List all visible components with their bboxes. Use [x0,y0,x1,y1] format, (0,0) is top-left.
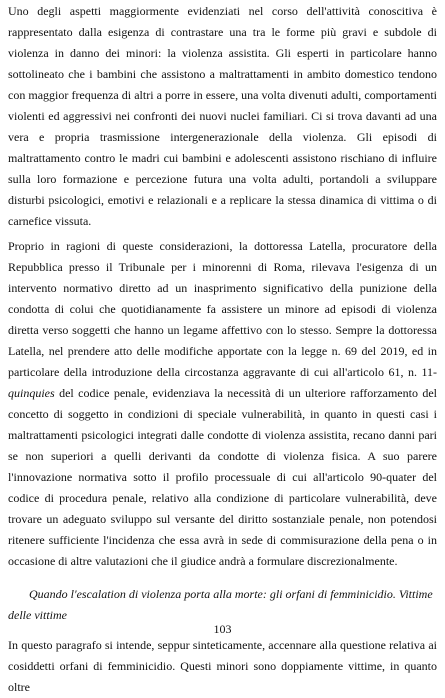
paragraph-text: In questo paragrafo si intende, seppur sinteticamente, accennare alla questione relativa ai cosiddetti orfani di femminicidio. Questi minori sono doppiamente vittime, in quanto oltre [8,638,437,694]
page-number: 103 [213,622,232,636]
paragraph-text-part: del codice penale, evidenziava la necessità di un ulteriore rafforzamento del concetto di soggetto in condizioni di speciale vulnerabilità, in quanto in questi casi i maltrattamenti psicologici integrati dalle condotte di violenza assistita, recano danni pari se non superiori a quelli derivanti da condotte di violenza fisica. A suo parere l'innovazione normativa sotto il profilo processuale di cui all'articolo 90-quater del codice di procedura penale, relativo alla condizione di particolare vulnerabilità, deve trovare un adeguato sviluppo sul versante del diritto sostanziale penale, non potendosi ritenere sufficiente l'incidenza che essa avrà in sede di commisurazione della pena o in occasione di altre valutazioni che il giudice andrà a formulare discrezionalmente. [8,386,437,568]
paragraph-text: Uno degli aspetti maggiormente evidenziati nel corso dell'attività conoscitiva è rappresentato dalla esigenza di contrastare una tra le forme più gravi e subdole di violenza in danno dei minori: la violenza assistita. Gli esperti in particolare hanno sottolineato che i bambini che assistono a maltrattamenti in ambito domestico tendono con maggior frequenza di altri a porre in essere, una volta divenuti adulti, comportamenti violenti ed aggressivi nei confronti dei nuovi nuclei familiari. Ci si trova davanti ad una vera e propria trasmissione intergenerazionale della violenza. Gli episodi di maltrattamento contro le madri cui bambini e adolescenti assistono rischiano di influire sulla loro formazione e percezione futura una volta adulti, portandoli a sviluppare disturbi psicologici, emotivi e relazionali e a replicare la stessa dinamica di vittima o di carnefice vissuta. [8,4,437,228]
paragraph-dottoressa-latella [8,236,437,572]
paragraph-violenza-assistita [8,1,437,232]
paragraph-text-part: Proprio in ragioni di queste considerazioni, la dottoressa Latella, procuratore della Repubblica presso il Tribunale per i minorenni di Roma, rilevava l'esigenza di un intervento normativo diretto ad un inasprimento significativo della punizione della condotta di colui che quotidianamente fa assistere un minore ad episodi di violenza diretta verso soggetti che hanno un legame affettivo con lo stesso. Sempre la dottoressa Latella, nel prendere atto delle modifiche apportate con la legge n. 69 del 2019, ed in particolare della introduzione della circostanza aggravante di cui all'articolo 61, n. 11- [8,239,437,379]
paragraph-orfani-femminicidio [8,635,437,698]
italic-term-quinquies: quinquies [8,386,55,400]
section-heading: Quando l'escalation di violenza porta alla morte: gli orfani di femminicidio. Vittime delle vittime [8,587,433,622]
